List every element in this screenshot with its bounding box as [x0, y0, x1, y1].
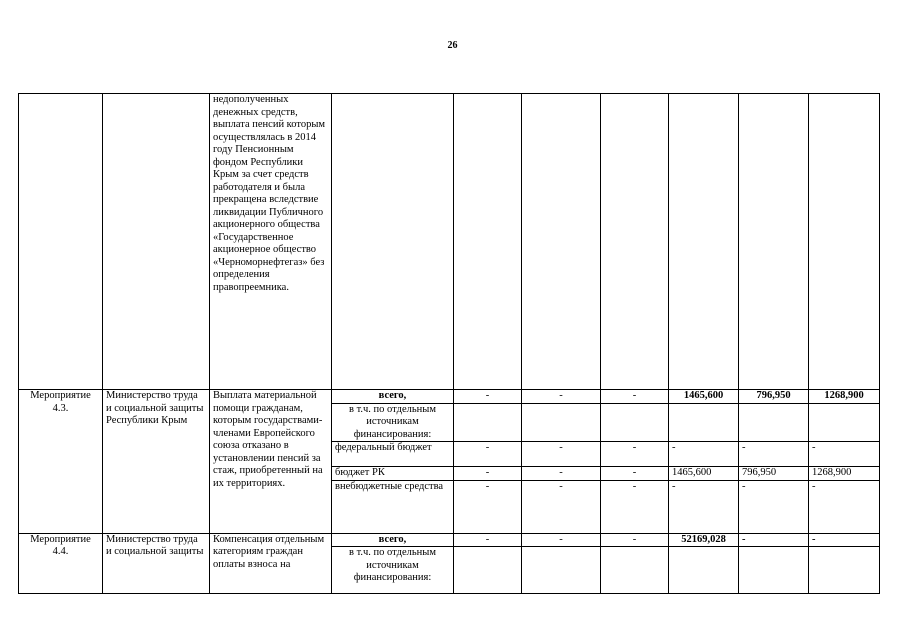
value-cell	[809, 403, 880, 442]
source-label: федеральный бюджет	[332, 442, 454, 467]
table-row-43-total	[19, 390, 880, 404]
source-label: внебюджетные средства	[332, 480, 454, 533]
value-cell	[522, 547, 601, 594]
value-cell: -	[454, 533, 522, 547]
value-cell: -	[601, 442, 669, 467]
value-cell	[601, 403, 669, 442]
value-cell: -	[809, 480, 880, 533]
value-cell: -	[739, 533, 809, 547]
value-cell: 1465,600	[669, 467, 739, 481]
value-cell: -	[601, 533, 669, 547]
value-cell: -	[739, 480, 809, 533]
cell-source	[332, 94, 454, 390]
cell-value	[669, 94, 739, 390]
value-cell: 796,950	[739, 467, 809, 481]
measure-description: Компенсация отдельным категориям граждан оплаты взноса на	[210, 533, 332, 594]
value-cell: -	[454, 467, 522, 481]
value-cell: -	[522, 467, 601, 481]
source-label: всего,	[332, 533, 454, 547]
value-cell: 52169,028	[669, 533, 739, 547]
value-cell: 1268,900	[809, 467, 880, 481]
source-label: в т.ч. по отдельным источникам финансирования:	[332, 403, 454, 442]
value-cell: -	[454, 480, 522, 533]
value-cell: -	[739, 442, 809, 467]
cell-number	[19, 94, 103, 390]
value-cell: -	[669, 480, 739, 533]
cell-value	[454, 94, 522, 390]
source-label: в т.ч. по отдельным источникам финансирования:	[332, 547, 454, 594]
cell-value	[809, 94, 880, 390]
value-cell: -	[809, 442, 880, 467]
budget-table	[18, 93, 880, 594]
value-cell: 1465,600	[669, 390, 739, 404]
value-cell: -	[601, 480, 669, 533]
value-cell: -	[454, 442, 522, 467]
value-cell: -	[522, 390, 601, 404]
measure-description: Выплата материальной помощи гражданам, которым государствами-членами Европейского союза отказано в установлении пенсий за стаж, приобретенный на их территориях.	[210, 390, 332, 534]
value-cell	[809, 547, 880, 594]
value-cell: 796,950	[739, 390, 809, 404]
value-cell	[454, 403, 522, 442]
measure-number: Мероприятие 4.4.	[19, 533, 103, 594]
cell-value	[522, 94, 601, 390]
cell-value	[739, 94, 809, 390]
value-cell: -	[601, 390, 669, 404]
value-cell: -	[601, 467, 669, 481]
cell-executor	[103, 94, 210, 390]
value-cell: -	[809, 533, 880, 547]
value-cell	[739, 547, 809, 594]
table-row-44-total	[19, 533, 880, 547]
value-cell	[601, 547, 669, 594]
value-cell: -	[522, 480, 601, 533]
value-cell: -	[669, 442, 739, 467]
page-number: 26	[447, 40, 458, 51]
value-cell	[669, 547, 739, 594]
source-label: бюджет РК	[332, 467, 454, 481]
value-cell	[522, 403, 601, 442]
measure-number: Мероприятие 4.3.	[19, 390, 103, 534]
source-label: всего,	[332, 390, 454, 404]
value-cell: -	[522, 442, 601, 467]
value-cell: -	[522, 533, 601, 547]
table-row-continuation	[19, 94, 880, 390]
cell-value	[601, 94, 669, 390]
value-cell: 1268,900	[809, 390, 880, 404]
measure-executor: Министерство труда и социальной защиты Республики Крым	[103, 390, 210, 534]
value-cell	[739, 403, 809, 442]
cell-description: недополученных денежных средств, выплата пенсий которым осуществлялась в 2014 году Пенсионным фондом Республики Крым за счет средств работодателя и была прекращена вследствие ликвидации Публичного акционерного общества «Государственное акционерное общество «Черноморнефтегаз» без определения правопреемника.	[210, 94, 332, 390]
value-cell: -	[454, 390, 522, 404]
measure-executor: Министерство труда и социальной защиты	[103, 533, 210, 594]
value-cell	[454, 547, 522, 594]
value-cell	[669, 403, 739, 442]
